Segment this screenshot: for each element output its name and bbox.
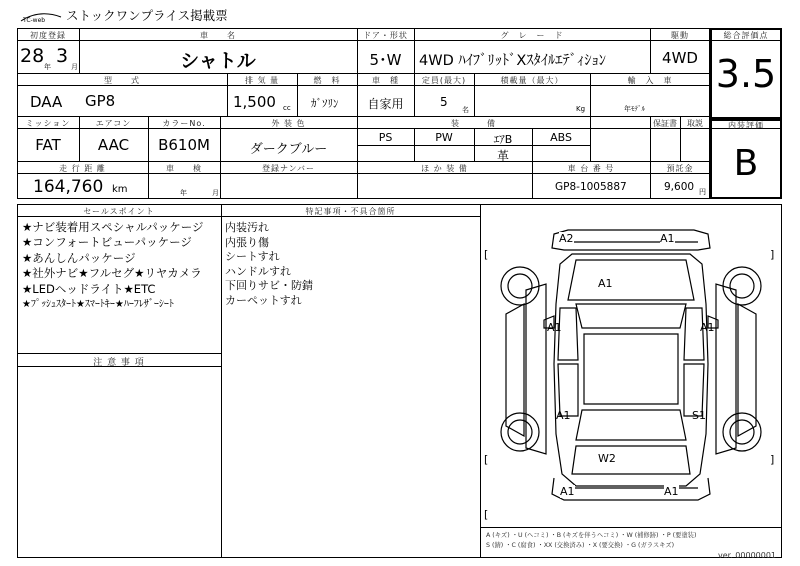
damage-legend-line1: A (キズ) ・U (ヘコミ) ・B (キズを伴うヘコミ) ・W (補修跡) ・P (要塗装) xyxy=(486,532,697,539)
first-reg-year-unit: 年 xyxy=(44,63,51,71)
wheel-rear-right xyxy=(723,413,761,451)
mark-front-bumper-right: A1 xyxy=(660,232,675,245)
body-outline-shape xyxy=(554,254,708,486)
list-item: カーペットすれ xyxy=(225,293,302,307)
label-equipment: 装 備 xyxy=(451,119,496,128)
label-chassis: 車 台 番 号 xyxy=(567,164,615,173)
color-no: B610M xyxy=(158,136,210,154)
left-side-shape xyxy=(506,284,546,454)
label-deposit: 預託金 xyxy=(666,164,694,173)
label-exterior: 外 装 色 xyxy=(271,119,306,128)
exterior-color: ダークブルー xyxy=(249,142,328,157)
roof-shape xyxy=(584,334,678,404)
bracket-close: ] xyxy=(770,453,775,466)
deposit-unit: 円 xyxy=(699,188,706,196)
chassis-number: GP8-1005887 xyxy=(555,181,627,193)
label-score: 総合評価点 xyxy=(723,31,769,40)
equip-ps: PS xyxy=(378,131,393,144)
mark-front-bumper-left: A2 xyxy=(559,232,574,245)
equip-leather: 革 xyxy=(496,149,509,163)
equip-abs: ABS xyxy=(550,131,572,144)
model: GP8 xyxy=(85,92,116,110)
label-load: 積載量（最大） xyxy=(500,76,564,85)
label-model: 型 式 xyxy=(104,76,140,85)
mission: FAT xyxy=(35,136,61,154)
header-logo xyxy=(19,9,63,22)
mark-right-front-fender: A1 xyxy=(700,321,715,334)
logo-text: TC-web xyxy=(23,17,46,24)
car-name: シャトル xyxy=(180,50,256,72)
rear-window-shape xyxy=(576,410,686,440)
damage-legend-line2: S (錆) ・C (腐食) ・XX (交換済み) ・X (要交換) ・G (ガラスキズ) xyxy=(486,542,675,549)
front-bumper-shape xyxy=(552,230,710,250)
bracket-close: ] xyxy=(770,248,775,261)
tailgate-shape xyxy=(572,446,690,474)
equip-pw: PW xyxy=(435,131,453,144)
mark-rear-bumper-left: A1 xyxy=(560,485,575,498)
category: 自家用 xyxy=(367,97,404,111)
list-item: ★ナビ装着用スペシャルパッケージ xyxy=(22,220,204,234)
car-damage-diagram xyxy=(480,204,782,527)
notes-list xyxy=(225,221,475,308)
label-drive: 駆動 xyxy=(671,31,689,40)
mileage: 164,760 xyxy=(33,177,104,197)
drive: 4WD xyxy=(662,49,698,67)
grade: 4WD ﾊｲﾌﾞﾘｯﾄﾞXｽﾀｲﾙｴﾃﾞｨｼｮﾝ xyxy=(419,53,607,69)
model-prefix: DAA xyxy=(30,93,63,111)
list-item: 下回りサビ・防錆 xyxy=(225,279,313,292)
label-displacement: 排 気 量 xyxy=(244,76,280,85)
total-score: 3.5 xyxy=(715,52,777,96)
mark-right-rear-door: S1 xyxy=(692,409,706,422)
first-reg-month-unit: 月 xyxy=(71,63,78,71)
list-item: ★あんしんパッケージ xyxy=(22,250,136,265)
list-item: ★コンフォートビューパッケージ xyxy=(22,235,192,250)
label-import: 輸 入 車 xyxy=(627,76,673,85)
inspection-year-unit: 年 xyxy=(180,189,187,197)
page-title: ストックワンプライス掲載票 xyxy=(66,8,228,23)
label-color-no: カラーNo. xyxy=(162,119,206,128)
load-unit: Kg xyxy=(576,105,586,113)
mileage-unit: km xyxy=(112,184,128,195)
list-item: ★社外ナビ★フルセグ★リヤカメラ xyxy=(22,266,202,281)
label-warranty: 保証書 xyxy=(653,119,677,128)
equip-airbag: ｴｱB xyxy=(493,133,513,146)
label-car-name: 車 名 xyxy=(200,31,236,40)
label-category: 車 種 xyxy=(372,76,399,85)
notes-title: 特記事項・不具合箇所 xyxy=(305,207,396,216)
list-item: シートすれ xyxy=(225,250,280,263)
displacement-unit: cc xyxy=(283,104,291,112)
label-fuel: 燃 料 xyxy=(313,76,341,85)
sales-points-title: セールスポイント xyxy=(83,207,155,216)
capacity: 5 xyxy=(440,95,448,109)
mark-hood: A1 xyxy=(598,277,613,290)
label-mission: ミッション xyxy=(25,119,71,128)
label-mileage: 走 行 距 離 xyxy=(59,164,106,173)
label-plate: 登録ナンバー xyxy=(261,164,316,173)
list-item: ★ﾌﾟｯｼｭｽﾀｰﾄ★ｽﾏｰﾄｷｰ★ﾊｰﾌﾚｻﾞｰｼｰﾄ xyxy=(22,298,174,310)
label-manual: 取説 xyxy=(687,119,703,128)
first-reg-year: 28 xyxy=(20,45,45,67)
bracket-open: [ xyxy=(484,453,489,466)
wheel-front-left xyxy=(501,267,539,305)
logo-icon xyxy=(19,11,63,24)
label-aircon: エアコン xyxy=(95,119,132,128)
import-note: 年ﾓﾃﾞﾙ xyxy=(624,105,645,113)
wheel-rear-left xyxy=(501,413,539,451)
label-inspection: 車 検 xyxy=(166,164,202,173)
right-side-shape xyxy=(716,284,756,454)
label-first-reg: 初度登録 xyxy=(30,31,66,40)
mark-rear-gate: W2 xyxy=(598,452,616,465)
label-other-equip: ほ か 装 備 xyxy=(421,164,468,173)
mark-left-rear-door: A1 xyxy=(556,409,571,422)
first-reg-month: 3 xyxy=(56,45,69,67)
capacity-unit: 名 xyxy=(462,106,469,114)
aircon: AAC xyxy=(97,136,130,154)
label-capacity: 定員(最大) xyxy=(421,76,467,85)
displacement: 1,500 xyxy=(233,93,276,111)
mark-left-front-fender: A1 xyxy=(547,321,562,334)
rear-bumper-shape xyxy=(552,478,710,500)
bracket-open: [ xyxy=(484,508,489,521)
bracket-open: [ xyxy=(484,248,489,261)
sales-points-list xyxy=(22,220,219,312)
label-doors-shape: ドア・形状 xyxy=(363,31,408,40)
label-interior-score: 内装評価 xyxy=(728,121,764,130)
list-item: 内張り傷 xyxy=(225,235,269,249)
mark-rear-bumper-right: A1 xyxy=(664,485,679,498)
wheel-front-right xyxy=(723,267,761,305)
doors-shape: 5･W xyxy=(369,51,402,69)
inspection-month-unit: 月 xyxy=(212,189,219,197)
version-label: ver. 00000001 xyxy=(718,551,777,560)
list-item: ★LEDヘッドライト★ETC xyxy=(22,281,156,296)
list-item: ハンドルすれ xyxy=(225,264,291,278)
hood-shape xyxy=(568,260,694,300)
windshield-shape xyxy=(576,304,686,328)
deposit: 9,600 xyxy=(664,181,695,193)
label-grade: グ レ ー ド xyxy=(500,31,564,40)
interior-score: B xyxy=(733,143,759,184)
caution-title: 注 意 事 項 xyxy=(93,358,145,368)
list-item: 内装汚れ xyxy=(225,221,269,234)
rear-door-panels-shape xyxy=(558,364,704,416)
fuel: ｶﾞｿﾘﾝ xyxy=(311,97,339,110)
